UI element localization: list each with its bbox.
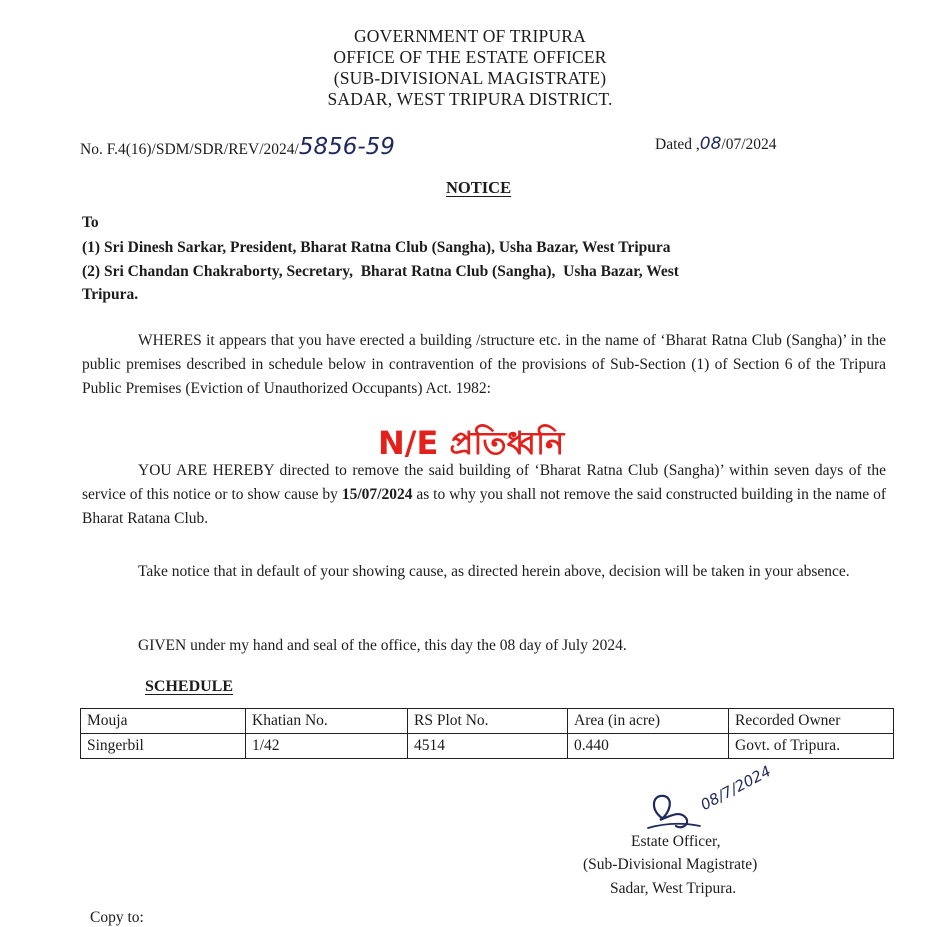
dated-label: Dated , <box>655 136 700 153</box>
signature-designation: (Sub-Divisional Magistrate) <box>583 856 758 873</box>
notice-title: NOTICE <box>446 178 512 197</box>
header-line-government: GOVERNMENT OF TRIPURA <box>353 26 587 46</box>
copy-to-label: Copy to: <box>90 909 144 926</box>
dated-handwritten-day: 08 <box>699 134 722 154</box>
header-line-district: SADAR, WEST TRIPURA DISTRICT. <box>327 89 613 109</box>
schedule-cell-khatian: 1/42 <box>246 734 408 759</box>
schedule-cell-mouja: Singerbil <box>81 734 246 759</box>
paragraph-whereas-text: WHERES it appears that you have erected a building /structure etc. in the name of ‘Bharat Ratna Club (Sangha)’ in the public premises described in schedule below in contravention of the provisions of Sub-Section (1) of Section 6 of the Tripura Public Premises (Eviction of Unauthorized Occupants) Act. 1982: <box>82 332 886 397</box>
reference-number <box>80 134 395 160</box>
schedule-cell-plot: 4514 <box>408 734 568 759</box>
reference-date <box>655 134 777 154</box>
to-label: To <box>82 214 99 231</box>
schedule-header-cell: Area (in acre) <box>568 709 729 734</box>
signature-location: Sadar, West Tripura. <box>610 880 737 897</box>
schedule-cell-area: 0.440 <box>568 734 729 759</box>
paragraph-directive <box>82 459 886 531</box>
header-line-office: OFFICE OF THE ESTATE OFFICER <box>333 47 607 67</box>
take-notice-text: Take notice that in default of your showing cause, as directed herein above, decision will be taken in your absence. <box>138 563 850 580</box>
directive-part-1: YOU ARE HEREBY directed to remove the said building of ‘Bharat Ratna Club (Sangha)’ within seven days of the service of this notice or to show cause by <box>82 462 886 503</box>
schedule-cell-owner: Govt. of Tripura. <box>729 734 894 759</box>
reference-number-prefix: No. F.4(16)/SDM/SDR/REV/2024/ <box>80 141 299 158</box>
recipient-2-line-2: Tripura. <box>82 286 139 303</box>
recipient-2-line-1: (2) Sri Chandan Chakraborty, Secretary, Bharat Ratna Club (Sangha), Usha Bazar, West <box>82 263 679 280</box>
signature-title: Estate Officer, <box>631 833 721 850</box>
given-text: GIVEN under my hand and seal of the office, this day the 08 day of July 2024. <box>138 637 627 654</box>
schedule-header-cell: RS Plot No. <box>408 709 568 734</box>
schedule-title: SCHEDULE <box>145 678 234 695</box>
schedule-header-cell: Recorded Owner <box>729 709 894 734</box>
paragraph-take-notice <box>82 560 886 584</box>
directive-part-2: as to why you shall not remove the said constructed building in the name of Bharat Ratana Club. <box>82 486 886 527</box>
dated-rest: /07/2024 <box>721 136 777 153</box>
schedule-header-cell: Khatian No. <box>246 709 408 734</box>
schedule-data-row <box>81 734 894 759</box>
paragraph-whereas <box>82 329 886 401</box>
reference-number-handwritten: 5856-59 <box>298 134 395 160</box>
watermark-label: N/E প্রতিধ্বনি <box>378 424 565 462</box>
signature-handwritten-date: 08/7/2024 <box>697 761 774 814</box>
recipient-1: (1) Sri Dinesh Sarkar, President, Bharat Ratna Club (Sangha), Usha Bazar, West Tripura <box>82 239 671 256</box>
directive-deadline-date: 15/07/2024 <box>341 486 413 503</box>
schedule-header-cell: Mouja <box>81 709 246 734</box>
schedule-header-row <box>81 709 894 734</box>
schedule-table <box>80 708 894 759</box>
paragraph-given <box>82 634 886 658</box>
header-line-sdm: (SUB-DIVISIONAL MAGISTRATE) <box>333 68 607 88</box>
